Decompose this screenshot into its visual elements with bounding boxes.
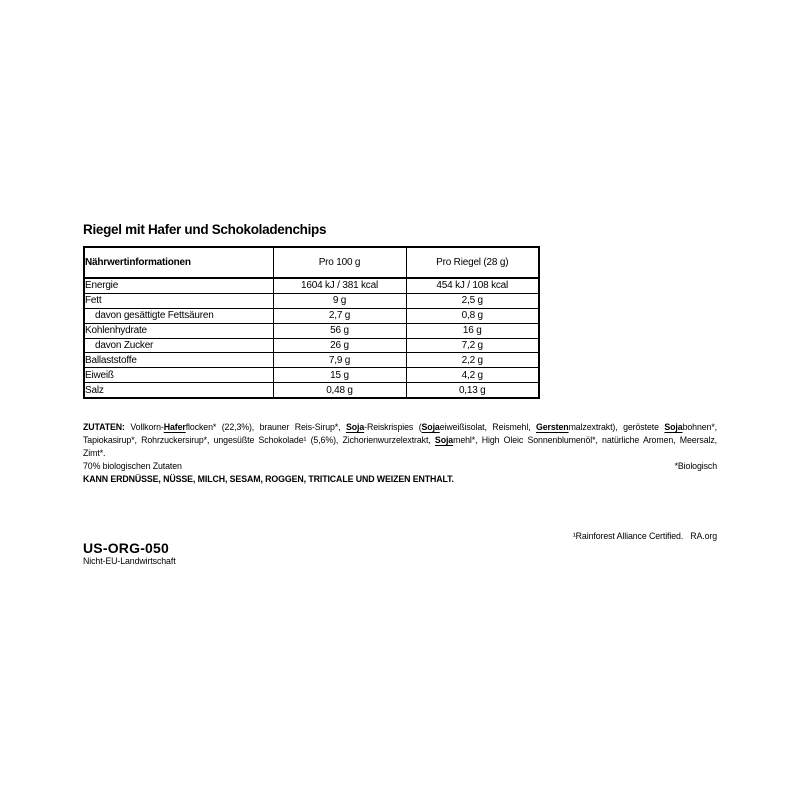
- nutrition-table-body: [84, 278, 539, 398]
- nutrient-label: Eiweiß: [84, 368, 273, 383]
- table-row: [84, 338, 539, 353]
- nutrient-label: davon Zucker: [84, 338, 273, 353]
- nutrition-table: [83, 246, 540, 399]
- value-per-100g: 9 g: [273, 293, 406, 308]
- organic-note: 70% biologischen Zutaten: [83, 461, 182, 471]
- value-per-100g: 1604 kJ / 381 kcal: [273, 278, 406, 293]
- ingredient-text-segment: Vollkorn-: [130, 422, 164, 432]
- table-row: [84, 368, 539, 383]
- table-row: [84, 383, 539, 398]
- nutrient-label: davon gesättigte Fettsäuren: [84, 308, 273, 323]
- organic-code: US-ORG-050: [83, 540, 170, 556]
- product-title: Riegel mit Hafer und Schokoladenchips: [83, 222, 327, 237]
- allergen-warning: KANN ERDNÜSSE, NÜSSE, MILCH, SESAM, ROGGEN, TRITICALE UND WEIZEN ENTHALT.: [83, 474, 454, 484]
- ingredient-text-segment: mehl*, High Oleic Sonnenblumenöl*, natürliche Aromen, Meersalz, Zimt*.: [83, 435, 717, 458]
- ingredient-text-segment: -Reiskrispies (: [364, 422, 422, 432]
- agriculture-note: Nicht-EU-Landwirtschaft: [83, 556, 176, 566]
- value-per-riegel: 454 kJ / 108 kcal: [406, 278, 539, 293]
- organic-line: [83, 460, 717, 473]
- nutrient-label: Ballaststoffe: [84, 353, 273, 368]
- column-header-per-100g: Pro 100 g: [273, 247, 406, 278]
- organic-footnote: *Biologisch: [674, 461, 717, 471]
- value-per-riegel: 0,8 g: [406, 308, 539, 323]
- ingredients-section: [83, 421, 717, 486]
- column-header-per-riegel: Pro Riegel (28 g): [406, 247, 539, 278]
- ingredient-text-segment: flocken* (22,3%), brauner Reis-Sirup*,: [185, 422, 346, 432]
- allergen-highlight: Soja: [664, 422, 683, 432]
- ingredient-text-segment: ZUTATEN:: [83, 422, 131, 432]
- nutrient-label: Kohlenhydrate: [84, 323, 273, 338]
- ingredient-text-segment: eiweißisolat, Reismehl,: [439, 422, 537, 432]
- table-row: [84, 278, 539, 293]
- ingredient-text-segment: bohnen*, Tapiokasirup*, Rohrzuckersirup*, ungesüßte Schokolade¹ (5,6%), Zichorienwurzelextrakt,: [83, 422, 717, 445]
- value-per-100g: 2,7 g: [273, 308, 406, 323]
- ingredients-text: [83, 421, 717, 460]
- table-row: [84, 293, 539, 308]
- value-per-riegel: 0,13 g: [406, 383, 539, 398]
- value-per-riegel: 2,2 g: [406, 353, 539, 368]
- value-per-riegel: 2,5 g: [406, 293, 539, 308]
- allergen-highlight: Soja: [434, 435, 454, 445]
- value-per-100g: 7,9 g: [273, 353, 406, 368]
- value-per-riegel: 16 g: [406, 323, 539, 338]
- nutrient-label: Energie: [84, 278, 273, 293]
- value-per-100g: 0,48 g: [273, 383, 406, 398]
- allergen-highlight: Gersten: [536, 422, 569, 432]
- table-row: [84, 323, 539, 338]
- value-per-100g: 26 g: [273, 338, 406, 353]
- nutrition-table-header: [84, 247, 539, 278]
- nutrient-label: Salz: [84, 383, 273, 398]
- nutrient-label: Fett: [84, 293, 273, 308]
- value-per-100g: 15 g: [273, 368, 406, 383]
- table-row: [84, 353, 539, 368]
- table-row: [84, 308, 539, 323]
- allergen-highlight: Soja: [421, 422, 440, 432]
- allergen-highlight: Soja: [345, 422, 365, 432]
- value-per-100g: 56 g: [273, 323, 406, 338]
- ingredient-text-segment: malzextrakt), geröstete: [568, 422, 665, 432]
- value-per-riegel: 7,2 g: [406, 338, 539, 353]
- column-header-nutrition-info: Nährwertinformationen: [84, 247, 273, 278]
- allergen-highlight: Hafer: [163, 422, 186, 432]
- certification-note: ¹Rainforest Alliance Certified. RA.org: [572, 531, 717, 541]
- value-per-riegel: 4,2 g: [406, 368, 539, 383]
